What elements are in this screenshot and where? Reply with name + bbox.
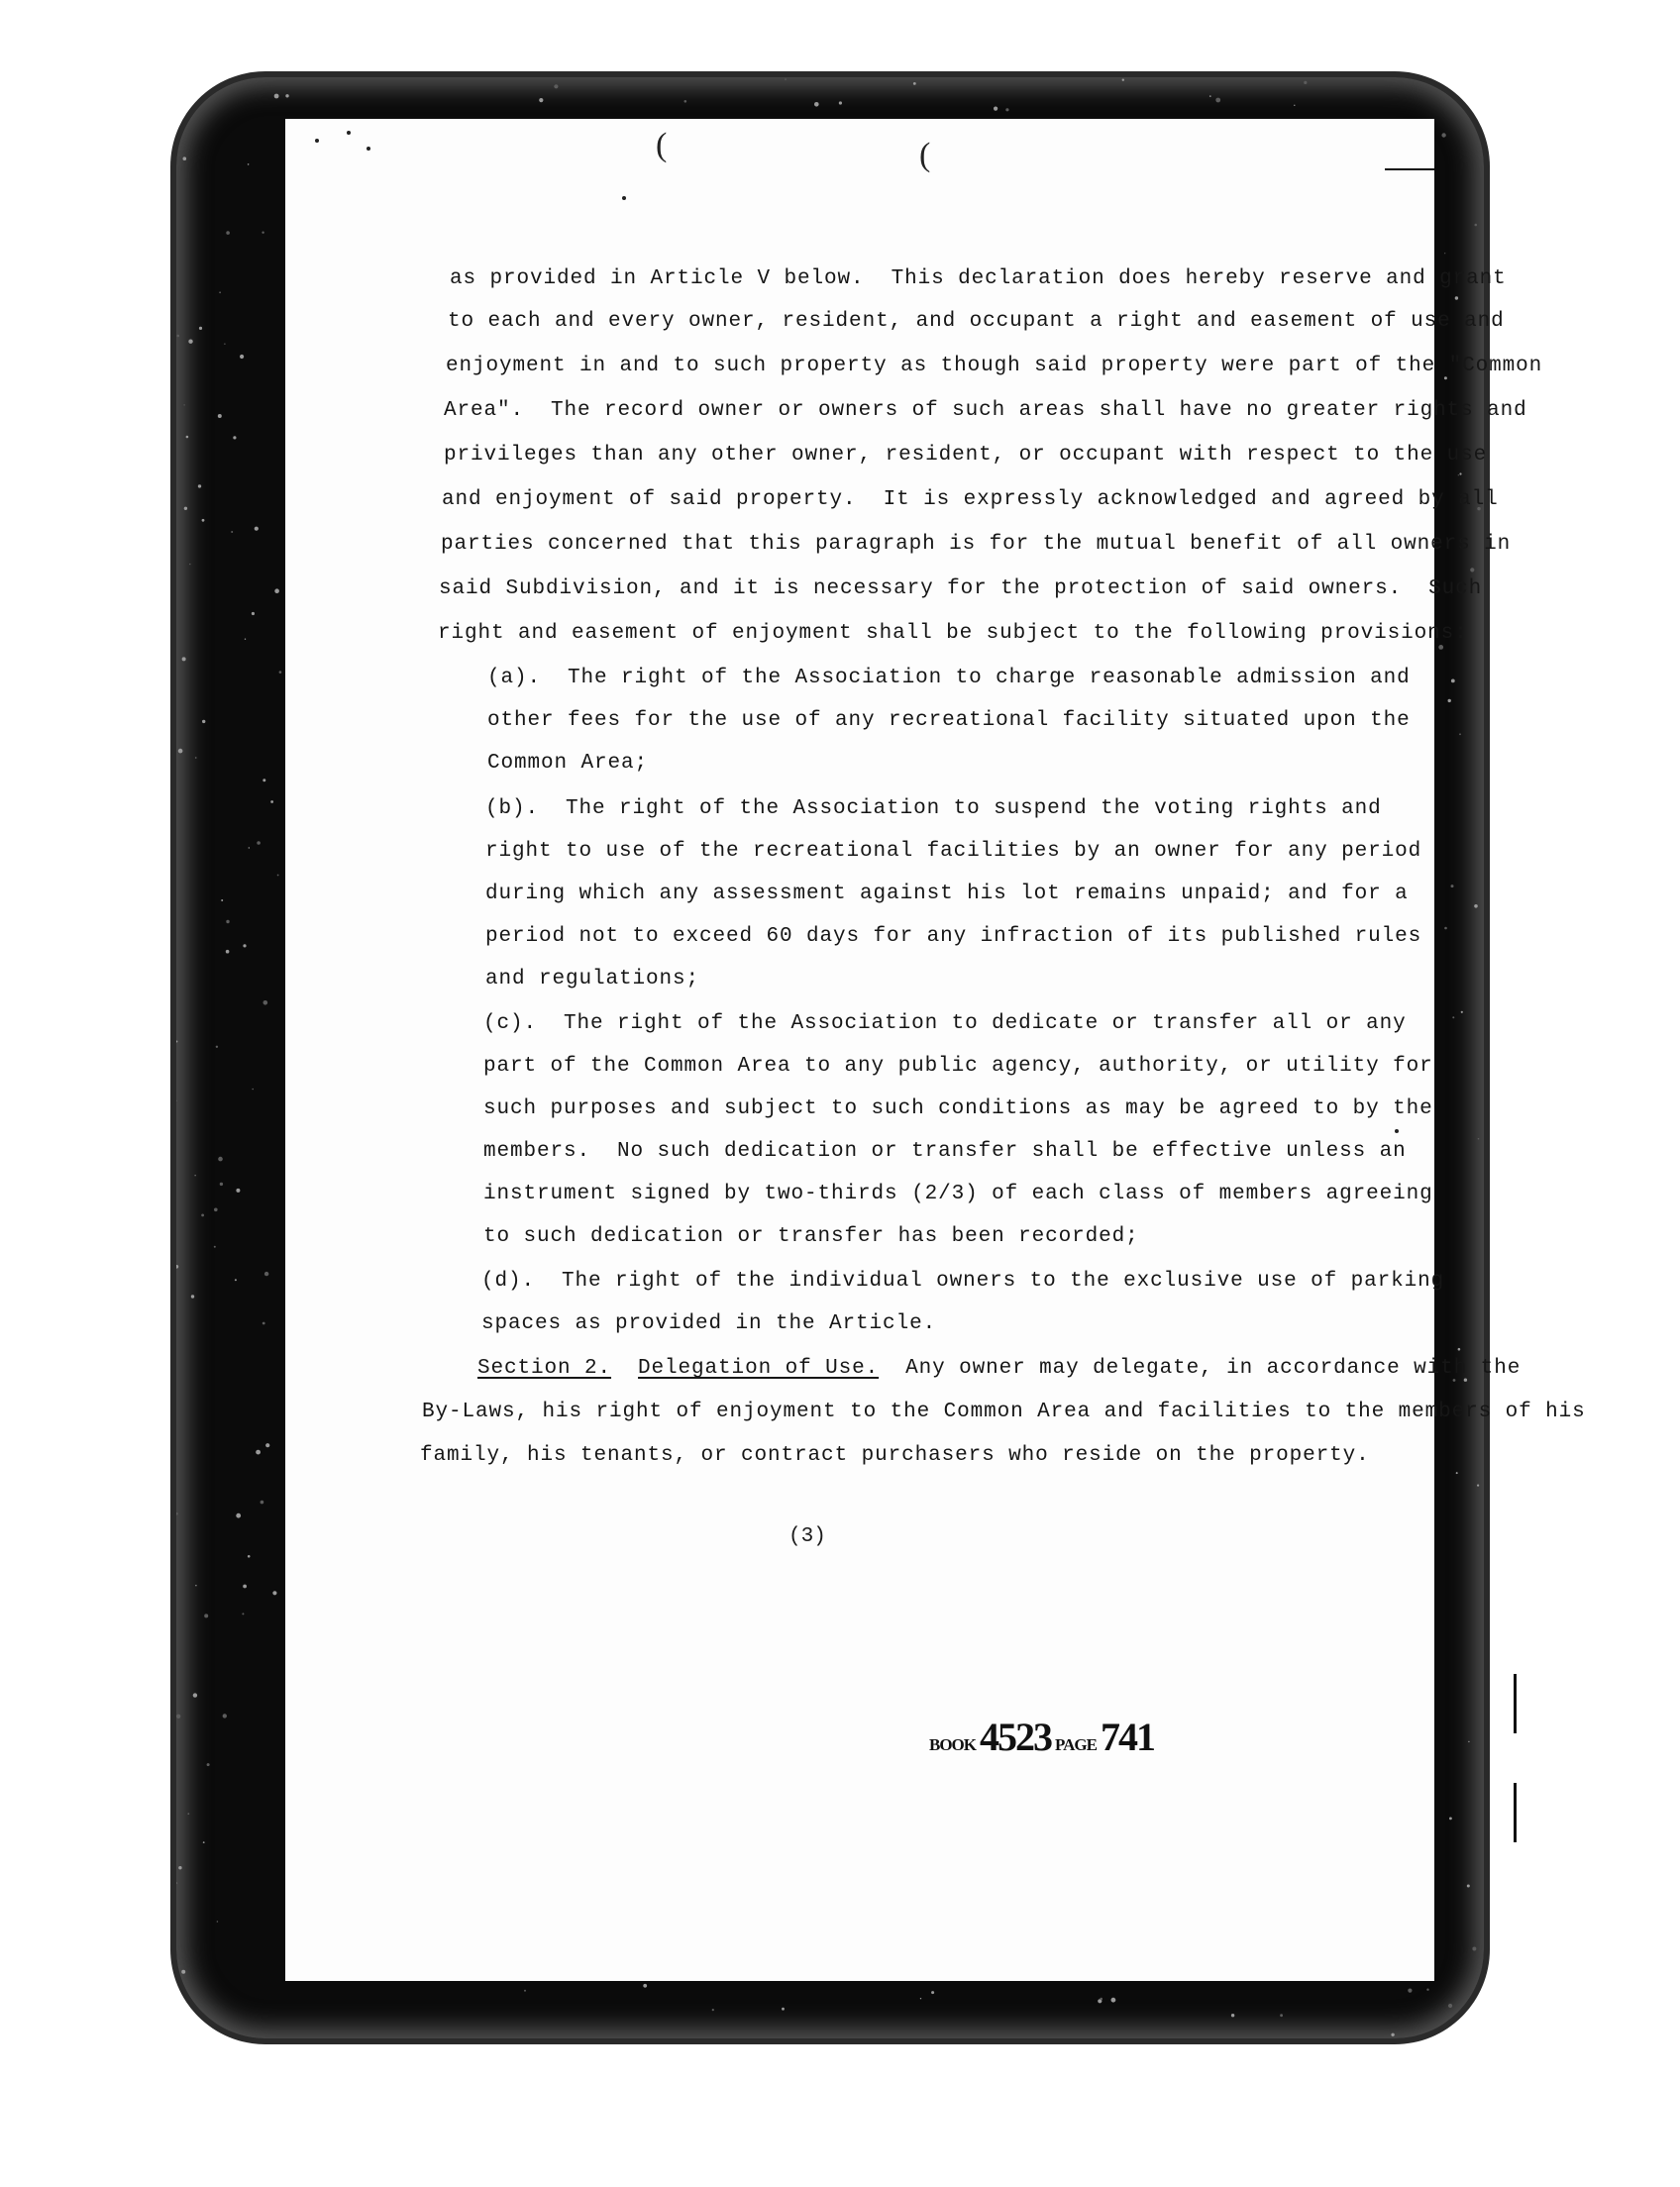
body-line: parties concerned that this paragraph is for the mutual benefit of all owners in <box>441 533 1512 556</box>
corner-mark <box>1385 168 1434 190</box>
scan-speck <box>1304 81 1307 84</box>
scan-speck <box>231 531 233 533</box>
scan-speck <box>214 1246 216 1248</box>
scan-speck <box>176 1882 177 1884</box>
scan-speck <box>270 800 273 803</box>
provision-line: spaces as provided in the Article. <box>481 1312 937 1335</box>
scan-speck <box>248 163 250 165</box>
scan-speck <box>1474 904 1478 908</box>
scan-speck <box>235 1279 237 1281</box>
scan-speck <box>1468 1741 1469 1742</box>
scan-speck <box>183 156 187 160</box>
provision-line: (d). The right of the individual owners to the exclusive use of parking <box>481 1270 1445 1293</box>
scan-speck <box>252 612 255 615</box>
scan-speck <box>1426 1989 1428 1991</box>
scan-speck <box>224 344 225 345</box>
scan-speck <box>255 527 259 531</box>
scan-speck <box>262 1322 265 1325</box>
speck <box>315 139 319 143</box>
provision-line: period not to exceed 60 days for any infraction of its published rules <box>485 925 1422 948</box>
scan-speck <box>183 404 184 405</box>
scan-speck <box>243 944 246 947</box>
scan-speck <box>1408 1989 1412 1993</box>
scan-speck <box>782 2008 785 2011</box>
scan-speck <box>176 1100 177 1101</box>
scan-speck <box>207 1763 210 1766</box>
provision-line: other fees for the use of any recreational facility situated upon the <box>487 709 1411 732</box>
scan-speck <box>1294 105 1295 106</box>
section-2-number: Section 2. <box>477 1357 612 1380</box>
scan-speck <box>186 436 189 439</box>
scan-speck <box>223 1714 227 1718</box>
scan-speck <box>1458 474 1459 475</box>
scan-speck <box>226 950 230 954</box>
provision-line: and regulations; <box>485 968 700 990</box>
scan-speck <box>236 1513 241 1518</box>
body-line: said Subdivision, and it is necessary for the protection of said owners. Such <box>439 577 1483 600</box>
header-paren-left: ( <box>656 127 668 163</box>
scan-speck <box>1467 1885 1470 1888</box>
scan-speck <box>189 564 190 565</box>
scan-speck <box>248 1555 251 1558</box>
scan-speck <box>920 1998 921 1999</box>
scan-speck <box>524 1990 526 1992</box>
scan-speck <box>1111 1998 1116 2003</box>
scan-speck <box>1459 472 1461 474</box>
scan-speck <box>285 94 288 97</box>
scan-speck <box>1472 1947 1476 1951</box>
scan-speck <box>1452 1016 1454 1018</box>
scan-speck <box>216 1046 218 1048</box>
scan-speck <box>1455 296 1458 299</box>
scan-speck <box>994 107 998 111</box>
scan-speck <box>261 1501 264 1505</box>
body-line: and enjoyment of said property. It is expressly acknowledged and agreed by all <box>442 488 1499 511</box>
scan-speck <box>204 1614 208 1617</box>
scan-speck <box>220 1183 223 1186</box>
scan-speck <box>1449 1818 1452 1821</box>
provision-line: (b). The right of the Association to suspend the voting rights and <box>485 797 1382 820</box>
speck <box>347 131 351 135</box>
speck <box>367 147 370 151</box>
section-2-line: family, his tenants, or contract purchasers who reside on the property. <box>420 1444 1370 1467</box>
scan-speck <box>1280 2014 1283 2017</box>
book-number: 4523 <box>980 1715 1052 1759</box>
scan-speck <box>217 1921 219 1923</box>
scan-speck <box>198 484 201 487</box>
provision-line: (a). The right of the Association to charge reasonable admission and <box>487 667 1411 689</box>
section-2-line: By-Laws, his right of enjoyment to the Common Area and facilities to the members of his <box>422 1401 1586 1423</box>
section-2-first-line <box>477 1357 1521 1380</box>
scan-speck <box>226 920 229 923</box>
body-line: as provided in Article V below. This declaration does hereby reserve and grant <box>450 267 1507 290</box>
margin-mark <box>1514 1783 1517 1842</box>
scan-speck <box>539 98 543 102</box>
scan-speck <box>1451 885 1454 887</box>
book-label: BOOK <box>929 1735 977 1754</box>
scan-speck <box>257 841 261 845</box>
scan-speck <box>279 671 282 674</box>
page-ref: 741 <box>1100 1715 1154 1759</box>
provision-line: part of the Common Area to any public agency, authority, or utility for <box>483 1055 1433 1078</box>
scan-speck <box>1463 2026 1466 2029</box>
scan-speck <box>643 1984 647 1988</box>
scan-speck <box>1451 679 1455 683</box>
scan-speck <box>176 1265 178 1269</box>
page-label: PAGE <box>1055 1735 1097 1754</box>
book-page-reference <box>929 1714 1154 1760</box>
scan-speck <box>262 779 265 781</box>
scan-speck <box>195 757 197 759</box>
scan-speck <box>1231 2014 1234 2017</box>
scan-speck <box>233 436 236 439</box>
scan-speck <box>1448 699 1451 702</box>
scan-speck <box>176 1041 177 1043</box>
scan-speck <box>252 1089 254 1091</box>
scan-speck <box>1448 2004 1452 2008</box>
scan-speck <box>913 82 916 85</box>
scan-speck <box>277 875 279 877</box>
scan-speck <box>785 78 787 80</box>
margin-mark <box>1514 1674 1517 1733</box>
scan-speck <box>242 1613 244 1614</box>
scan-speck <box>265 1443 269 1447</box>
scan-speck <box>178 749 183 754</box>
scan-speck <box>712 2009 714 2011</box>
scan-speck <box>931 1991 934 1994</box>
provision-line: to such dedication or transfer has been recorded; <box>483 1225 1139 1248</box>
document-page <box>285 119 1586 1981</box>
scan-speck <box>221 899 223 901</box>
scan-speck <box>191 1295 194 1298</box>
page-number: (3) <box>788 1525 826 1548</box>
scan-speck <box>203 1841 205 1843</box>
scan-speck <box>187 1813 189 1815</box>
section-2-text: Any owner may delegate, in accordance with the <box>879 1357 1522 1380</box>
scan-speck <box>1461 1011 1463 1013</box>
body-line: to each and every owner, resident, and occupant a right and easement of use and <box>448 310 1505 333</box>
provision-line: Common Area; <box>487 752 649 775</box>
scan-speck <box>263 1000 268 1005</box>
scan-speck <box>1215 98 1220 103</box>
scan-speck <box>814 102 819 107</box>
scan-speck <box>236 1189 240 1193</box>
scan-speck <box>240 355 244 359</box>
scan-speck <box>188 340 192 344</box>
scan-speck <box>274 588 279 593</box>
speck <box>1395 1129 1399 1133</box>
scan-speck <box>176 1512 178 1515</box>
scan-speck <box>201 1214 204 1217</box>
scan-speck <box>218 1157 223 1162</box>
scan-speck <box>1458 1348 1461 1351</box>
scan-speck <box>272 1591 276 1595</box>
scan-speck <box>554 84 558 88</box>
scan-speck <box>1391 2033 1394 2036</box>
scan-speck <box>249 847 250 848</box>
scan-speck <box>202 519 205 522</box>
scan-speck <box>1477 1485 1479 1487</box>
header-paren-right: ( <box>919 137 931 173</box>
scan-speck <box>1441 133 1445 137</box>
provision-line: members. No such dedication or transfer shall be effective unless an <box>483 1140 1407 1163</box>
scan-speck <box>181 1970 185 1974</box>
scan-speck <box>176 1715 180 1718</box>
scan-speck <box>839 101 842 104</box>
speck <box>622 196 626 200</box>
scan-speck <box>1470 568 1474 572</box>
scan-speck <box>264 1272 268 1276</box>
scan-speck <box>1475 224 1478 227</box>
scan-speck <box>1005 108 1008 111</box>
provision-line: (c). The right of the Association to dedicate or transfer all or any <box>483 1012 1407 1035</box>
scan-speck <box>1438 645 1443 650</box>
scan-speck <box>262 232 263 234</box>
body-line: right and easement of enjoyment shall be subject to the following provisions: <box>438 622 1468 645</box>
scan-speck <box>1478 1138 1480 1140</box>
body-line: enjoyment in and to such property as though said property were part of the "Common <box>446 355 1543 377</box>
body-line: privileges than any other owner, resident, or occupant with respect to the use <box>444 444 1488 467</box>
scan-speck <box>202 720 205 723</box>
scan-speck <box>245 639 246 640</box>
scan-speck <box>1100 1998 1102 2001</box>
scan-speck <box>1444 253 1445 254</box>
scan-speck <box>182 657 186 661</box>
scan-speck <box>1122 79 1124 81</box>
scan-speck <box>1209 95 1211 97</box>
scan-speck <box>176 335 179 338</box>
scan-speck <box>219 291 221 293</box>
scan-speck <box>256 1450 261 1455</box>
scan-speck <box>178 1866 181 1869</box>
scan-speck <box>1444 927 1447 930</box>
scan-speck <box>199 327 202 330</box>
scan-border <box>176 77 1586 2038</box>
scan-speck <box>1459 733 1461 735</box>
scan-speck <box>226 231 230 235</box>
provision-line: right to use of the recreational facilities by an owner for any period <box>485 840 1422 863</box>
scan-speck <box>195 1175 196 1176</box>
provision-line: such purposes and subject to such conditions as may be agreed to by the <box>483 1097 1433 1120</box>
scan-speck <box>218 414 222 418</box>
scan-speck <box>214 1208 218 1212</box>
scan-speck <box>684 100 687 103</box>
body-line: Area". The record owner or owners of such areas shall have no greater rights and <box>444 399 1527 422</box>
provision-line: instrument signed by two-thirds (2/3) of each class of members agreeing <box>483 1183 1433 1205</box>
provision-line: during which any assessment against his lot remains unpaid; and for a <box>485 883 1409 905</box>
scan-speck <box>1456 1472 1458 1474</box>
scan-speck <box>274 94 279 99</box>
scan-speck <box>193 1693 197 1697</box>
scan-speck <box>243 1585 247 1589</box>
scan-speck <box>184 507 187 510</box>
scan-speck <box>180 88 183 91</box>
scan-speck <box>195 1585 196 1586</box>
section-2-title: Delegation of Use. <box>638 1357 880 1380</box>
